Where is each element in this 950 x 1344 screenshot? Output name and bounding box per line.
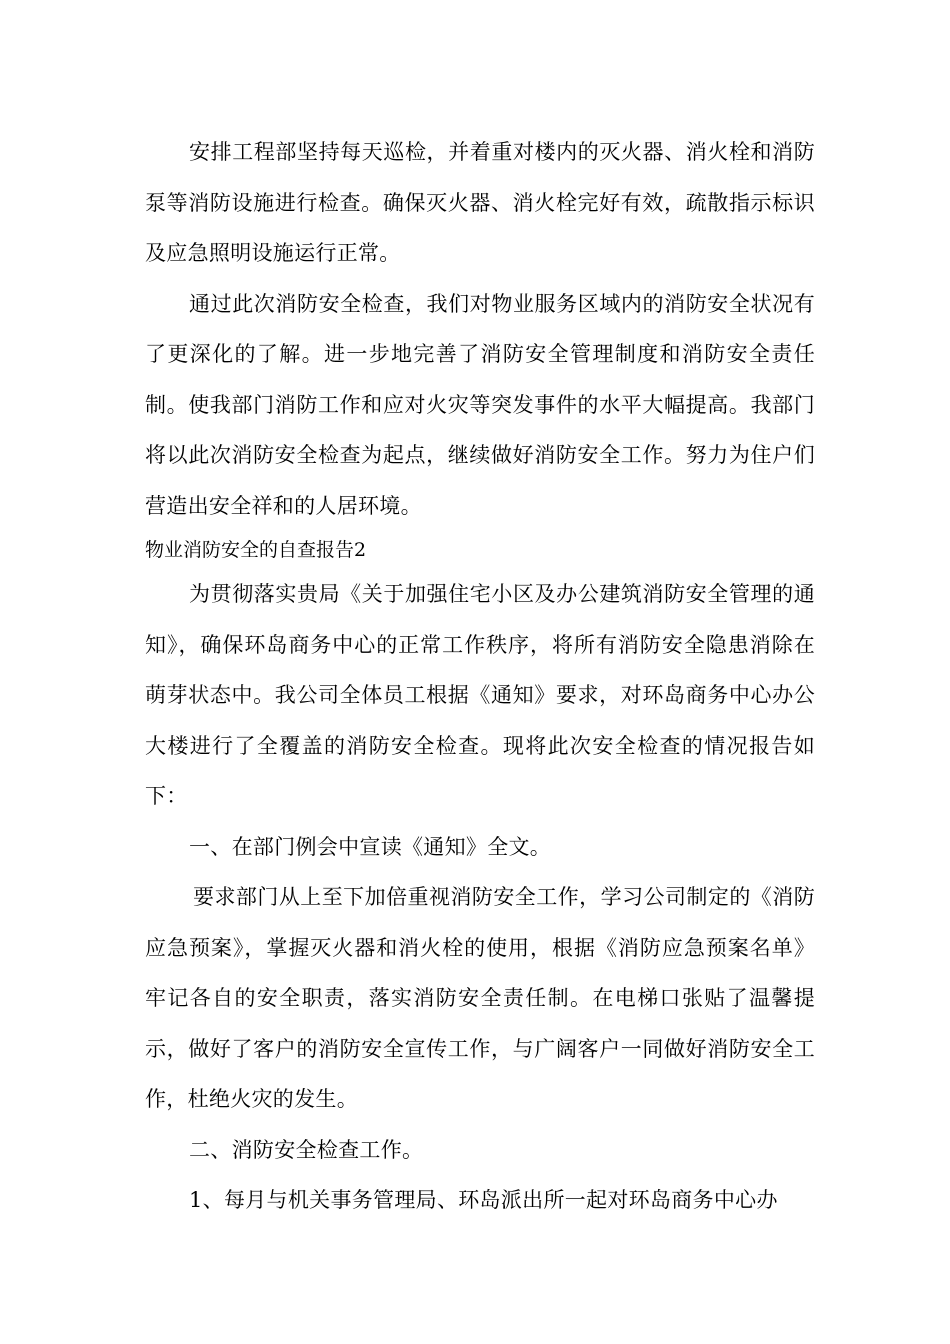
paragraph-inspection-routine: 安排工程部坚持每天巡检，并着重对楼内的灭火器、消火栓和消防泵等消防设施进行检查。确保灭火器、消火栓完好有效，疏散指示标识及应急照明设施运行正常。 xyxy=(145,140,815,265)
item-heading-2: 二、消防安全检查工作。 xyxy=(189,1137,424,1162)
paragraph-inspection-summary: 通过此次消防安全检查，我们对物业服务区域内的消防安全状况有了更深化的了解。进一步地完善了消防安全管理制度和消防安全责任制。使我部门消防工作和应对火灾等突发事件的水平大幅提高。我部门将以此次消防安全检查为起点，继续做好消防安全工作。努力为住户们营造出安全祥和的人居环境。 xyxy=(145,291,815,518)
paragraph-monthly-inspection: 1、每月与机关事务管理局、环岛派出所一起对环岛商务中心办 xyxy=(189,1188,778,1212)
document-body xyxy=(145,127,815,1226)
paragraph-report-intro: 为贯彻落实贵局《关于加强住宅小区及办公建筑消防安全管理的通知》，确保环岛商务中心的正常工作秩序，将所有消防安全隐患消除在萌芽状态中。我公司全体员工根据《通知》要求，对环岛商务中心办公大楼进行了全覆盖的消防安全检查。现将此次安全检查的情况报告如下： xyxy=(145,582,815,808)
item-heading-1: 一、在部门例会中宣读《通知》全文。 xyxy=(189,834,552,859)
section-title-report-2: 物业消防安全的自查报告2 xyxy=(145,539,367,561)
paragraph-department-requirements: 要求部门从上至下加倍重视消防安全工作，学习公司制定的《消防应急预案》，掌握灭火器和消火栓的使用，根据《消防应急预案名单》牢记各自的安全职责，落实消防安全责任制。在电梯口张贴了温馨提示，做好了客户的消防安全宣传工作，与广阔客户一同做好消防安全工作，杜绝火灾的发生。 xyxy=(145,885,815,1111)
